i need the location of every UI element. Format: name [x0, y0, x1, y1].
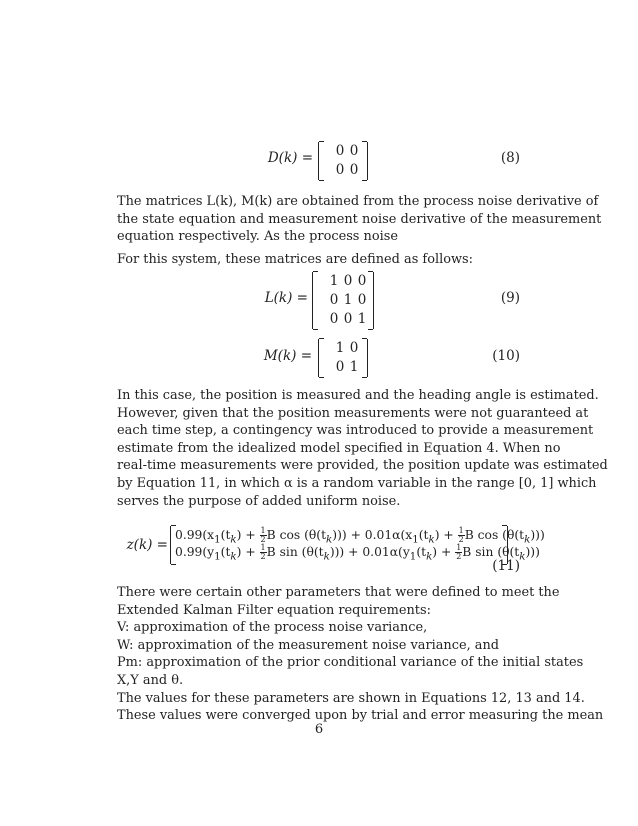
- text-line: the state equation and measurement noise derivative of the measurement: [117, 211, 602, 227]
- measurement-vector: [170, 526, 545, 564]
- matrix-cell: 0: [329, 311, 339, 327]
- matrix-m: [318, 339, 368, 377]
- text-line: V: approximation of the process noise variance,: [117, 620, 428, 636]
- matrix-cell: 0: [349, 340, 359, 356]
- matrix-cell: 0: [357, 273, 367, 289]
- equation-number: (10): [492, 348, 520, 364]
- text-line: In this case, the position is measured and the heading angle is estimated.: [117, 388, 599, 403]
- matrix-cell: 0: [349, 162, 359, 178]
- matrix-cell: 0: [329, 292, 339, 308]
- matrix-cell: 1: [335, 340, 345, 356]
- paragraph-measurement: [117, 387, 608, 510]
- equation-number: (8): [500, 150, 520, 166]
- page-number: 6: [314, 722, 324, 737]
- matrix-cell: 0: [335, 359, 345, 375]
- matrix-cell: 1: [343, 292, 353, 308]
- matrix-cell: 0: [343, 311, 353, 327]
- text-line: There were certain other parameters that were defined to meet the: [117, 585, 560, 600]
- text-line: Pm: approximation of the prior conditional variance of the initial states: [117, 655, 584, 671]
- matrix-cell: 0: [343, 273, 353, 289]
- text-line: X,Y and θ.: [117, 672, 184, 688]
- equation-number: (9): [500, 290, 520, 306]
- matrix-cell: 1: [357, 311, 367, 327]
- fraction: $\frac{1}{2}$: [456, 543, 462, 561]
- matrix-cell: 0: [349, 143, 359, 159]
- fraction: $\frac{1}{2}$: [260, 526, 266, 544]
- text-line: each time step, a contingency was introduced to provide a measurement: [117, 423, 594, 439]
- equation-11-lhs: z(k) =: [126, 537, 168, 553]
- fraction: $\frac{1}{2}$: [458, 526, 464, 544]
- text-line: However, given that the position measurements were not guaranteed at: [117, 405, 589, 421]
- fraction: $\frac{1}{2}$: [260, 543, 266, 561]
- matrix-cell: 0: [357, 292, 367, 308]
- text-line: The values for these parameters are shown in Equations 12, 13 and 14.: [117, 690, 585, 706]
- measurement-row-y: $0.99(y_1(t_k)$ + $\frac{1}{2}$ B $\sin (\theta(t_k))) + 0.01\alpha(y_1(t_k)$ + $\frac{1}{2}$ B $\sin (\theta(t_k))$): [175, 543, 540, 563]
- text-line: equation respectively. As the process noise: [117, 229, 398, 245]
- matrix-cell: 1: [349, 359, 359, 375]
- matrix-cell: 0: [335, 162, 345, 178]
- equation-10-lhs: M(k) =: [263, 348, 312, 364]
- text-line: For this system, these matrices are defined as follows:: [117, 252, 473, 267]
- text-line: The matrices L(k), M(k) are obtained from the process noise derivative of: [117, 194, 599, 209]
- matrix-cell: 0: [335, 143, 345, 159]
- matrix-cell: 1: [329, 273, 339, 289]
- paragraph-matrices-intro: [117, 193, 602, 246]
- text-line: estimate from the idealized model specified in Equation 4. When no: [117, 440, 561, 456]
- text-line: W: approximation of the measurement noise variance, and: [117, 637, 500, 653]
- paragraph-parameters: [117, 584, 604, 725]
- paragraph-defined-as: [117, 251, 521, 269]
- text-line: Extended Kalman Filter equation requirements:: [117, 602, 431, 618]
- equation-8-lhs: D(k) =: [267, 150, 313, 166]
- text-line: These values were converged upon by trial and error measuring the mean: [117, 708, 604, 724]
- text-line: real-time measurements were provided, the position update was estimated: [117, 458, 608, 474]
- equation-number: (11): [492, 558, 520, 574]
- matrix-d: [318, 142, 368, 180]
- text-line: by Equation 11, in which α is a random variable in the range [0, 1] which: [117, 475, 597, 491]
- text-line: serves the purpose of added uniform noise.: [117, 493, 401, 509]
- measurement-row-x: $0.99(x_1(t_k)$ + $\frac{1}{2}$ B $\cos (\theta(t_k))) + 0.01\alpha(x_1(t_k)$ + $\frac{1}{2}$ B $\cos (\theta(t_k))$): [175, 526, 545, 546]
- matrix-l: [312, 272, 374, 329]
- equation-9-lhs: L(k) =: [264, 290, 308, 306]
